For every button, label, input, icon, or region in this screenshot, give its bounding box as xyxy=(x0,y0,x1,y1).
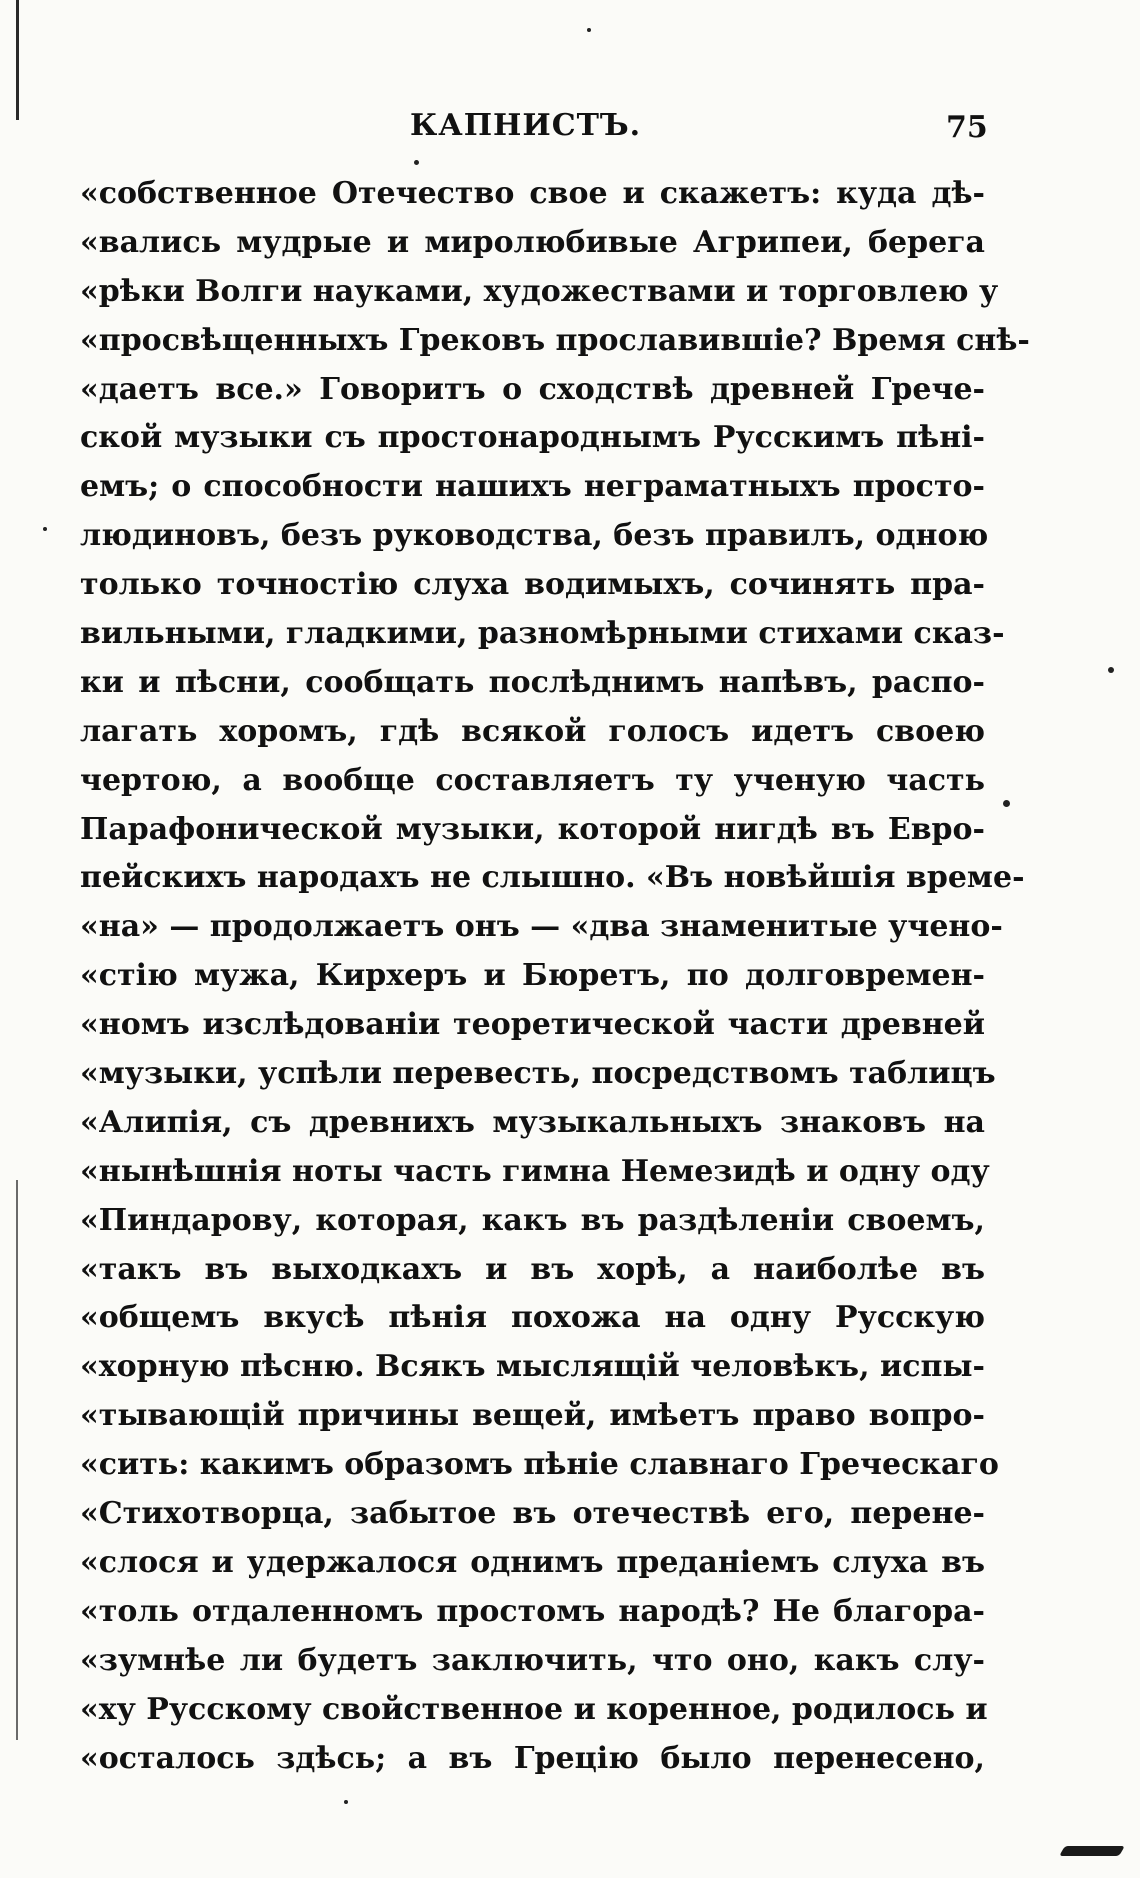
text-line: «на» — продолжаетъ онъ — «два знаменитые учено- xyxy=(80,909,1003,945)
text-line: «собственное Отечество свое и скажетъ: куда дѣ- xyxy=(80,176,985,211)
binding-edge-line xyxy=(16,0,19,120)
ink-speck xyxy=(414,160,419,165)
text-line: «такъ въ выходкахъ и въ хорѣ, а наиболѣе въ xyxy=(80,1251,985,1287)
text-line: «ху Русскому свойственное и коренное, родилось и xyxy=(80,1691,988,1727)
page-number: 75 xyxy=(946,110,988,145)
text-line: Парафонической музыки, которой нигдѣ въ Евро- xyxy=(80,811,985,847)
binding-edge-line xyxy=(16,1180,18,1740)
text-line: «зумнѣе ли будетъ заключить, что оно, какъ слу- xyxy=(80,1642,985,1678)
text-line: емъ; о способности нашихъ неграматныхъ просто- xyxy=(80,469,985,505)
text-line: «Пиндарову, которая, какъ въ раздѣленіи своемъ, xyxy=(80,1202,985,1238)
text-line: «музыки, успѣли перевесть, посредствомъ таблицъ xyxy=(80,1056,996,1092)
text-line: ской музыки съ простонароднымъ Русскимъ пѣні- xyxy=(80,420,985,456)
text-line: лагать хоромъ, гдѣ всякой голосъ идетъ своею xyxy=(80,713,985,749)
text-line: «нынѣшнія ноты часть гимна Немезидѣ и одну оду xyxy=(80,1153,990,1189)
text-line: «тывающій причины вещей, имѣетъ право вопро- xyxy=(80,1398,985,1434)
ink-speck xyxy=(587,28,591,32)
text-line: «стію мужа, Кирхеръ и Бюретъ, по долговремен- xyxy=(80,958,985,994)
corner-smudge xyxy=(1059,1846,1125,1856)
text-line: людиновъ, безъ руководства, безъ правилъ, одною xyxy=(80,518,989,554)
text-line: чертою, а вообще составляетъ ту ученую часть xyxy=(80,762,985,798)
text-line: «просвѣщенныхъ Грековъ прославившіе? Время снѣ- xyxy=(80,322,1030,358)
text-line: «номъ изслѣдованіи теоретической части древней xyxy=(80,1007,985,1043)
text-line: «рѣки Волги науками, художествами и торговлею у xyxy=(80,273,999,309)
text-line: «общемъ вкусѣ пѣнія похожа на одну Русскую xyxy=(80,1300,985,1336)
ink-speck xyxy=(1108,667,1114,673)
text-line: «даетъ все.» Говоритъ о сходствѣ древней Грече- xyxy=(80,371,985,407)
text-line: «толь отдаленномъ простомъ народѣ? Не благора- xyxy=(80,1593,985,1629)
running-head: КАПНИСТЪ. xyxy=(410,108,642,143)
text-line: вильными, гладкими, разномѣрными стихами сказ- xyxy=(80,616,1005,652)
ink-speck xyxy=(344,1800,348,1804)
text-line: «слося и удержалося однимъ преданіемъ слуха въ xyxy=(80,1544,985,1580)
text-line: «Алипія, съ древнихъ музыкальныхъ знаковъ на xyxy=(80,1104,985,1140)
text-line: «вались мудрые и миролюбивые Агрипеи, берега xyxy=(80,224,985,260)
body-text xyxy=(80,170,1030,1783)
ink-speck xyxy=(1003,800,1010,807)
ink-speck xyxy=(43,527,47,531)
text-line: ки и пѣсни, сообщать послѣднимъ напѣвъ, распо- xyxy=(80,664,985,700)
text-line: «сить: какимъ образомъ пѣніе славнаго Греческаго xyxy=(80,1447,999,1483)
text-line: пейскихъ народахъ не слышно. «Въ новѣйшія време- xyxy=(80,860,1025,896)
text-line: «Стихотворца, забытое въ отечествѣ его, перене- xyxy=(80,1496,985,1532)
text-line: только точностію слуха водимыхъ, сочинять пра- xyxy=(80,567,985,603)
text-line: «хорную пѣсню. Всякъ мыслящій человѣкъ, испы- xyxy=(80,1349,985,1385)
text-line: «осталось здѣсь; а въ Грецію было перенесено, xyxy=(80,1740,985,1776)
